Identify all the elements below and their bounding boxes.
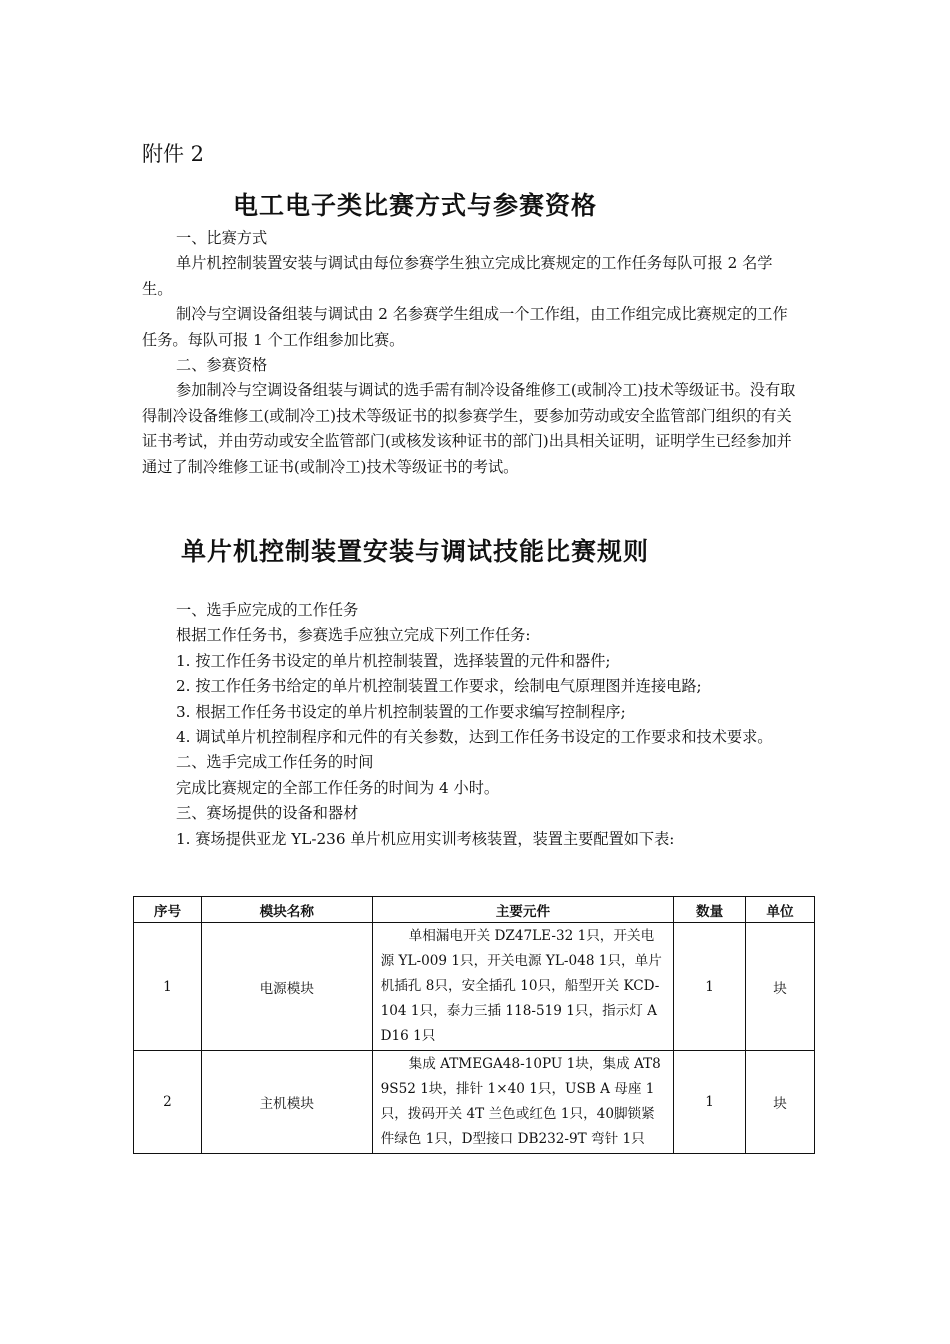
equipment-table <box>133 896 815 1154</box>
cell-no: 2 <box>134 1051 202 1154</box>
table-row <box>134 1051 815 1154</box>
components-text: 集成 ATMEGA48-10PU 1块，集成 AT89S52 1块，排针 1×40 1只，USB A 母座 1只，拨码开关 4T 兰色或红色 1只，40脚锁紧件绿色 1只，D型接口 DB232-9T 弯针 1只 <box>380 1056 661 1147</box>
title-competition-format: 电工电子类比赛方式与参赛资格 <box>232 191 597 220</box>
paragraph-eligibility: 参加制冷与空调设备组装与调试的选手需有制冷设备维修工(或制冷工)技术等级证书。没有取得制冷设备维修工(或制冷工)技术等级证书的拟参赛学生，要参加劳动或安全监管部门组织的有关证书考试，并由劳动或安全监管部门(或核发该种证书的部门)出具相关证明，证明学生已经参加并通过了制冷维修工证书(或制冷工)技术等级证书的考试。 <box>142 381 796 476</box>
cell-components <box>372 923 674 1051</box>
heading-equipment: 三、赛场提供的设备和器材 <box>176 804 359 823</box>
header-components: 主要元件 <box>372 897 674 923</box>
header-no: 序号 <box>134 897 202 923</box>
task-item-4: 4. 调试单片机控制程序和元件的有关参数，达到工作任务书设定的工作要求和技术要求。 <box>176 728 773 747</box>
heading-eligibility: 二、参赛资格 <box>176 356 268 375</box>
paragraph-refrigeration-entry: 制冷与空调设备组装与调试由 2 名参赛学生组成一个工作组，由工作组完成比赛规定的工作任务。每队可报 1 个工作组参加比赛。 <box>142 305 788 349</box>
title-mcu-rules: 单片机控制装置安装与调试技能比赛规则 <box>180 537 649 566</box>
cell-module-name: 主机模块 <box>201 1051 372 1154</box>
cell-no: 1 <box>134 923 202 1051</box>
components-text: 单相漏电开关 DZ47LE-32 1只，开关电源 YL-009 1只，开关电源 YL-048 1只，单片机插孔 8只，安全插孔 10只，船型开关 KCD-104 1只，泰力三插 118-519 1只，指示灯 AD16 1只 <box>380 928 662 1044</box>
header-unit: 单位 <box>746 897 815 923</box>
heading-tasks: 一、选手应完成的工作任务 <box>176 601 359 619</box>
paragraph-tasks-intro: 根据工作任务书，参赛选手应独立完成下列工作任务: <box>176 626 531 645</box>
table-row <box>134 923 815 1051</box>
attachment-label: 附件 2 <box>142 142 205 166</box>
cell-quantity: 1 <box>674 923 746 1051</box>
paragraph-mcu-entry: 单片机控制装置安装与调试由每位参赛学生独立完成比赛规定的工作任务每队可报 2 名学生。 <box>142 254 773 298</box>
cell-unit: 块 <box>746 923 815 1051</box>
cell-module-name: 电源模块 <box>201 923 372 1051</box>
task-item-1: 1. 按工作任务书设定的单片机控制装置，选择装置的元件和器件; <box>176 651 611 670</box>
paragraph-equipment: 1. 赛场提供亚龙 YL-236 单片机应用实训考核装置，装置主要配置如下表: <box>176 829 675 848</box>
paragraph-time: 完成比赛规定的全部工作任务的时间为 4 小时。 <box>176 778 500 797</box>
heading-competition-method: 一、比赛方式 <box>176 229 268 247</box>
cell-quantity: 1 <box>674 1051 746 1154</box>
cell-components <box>372 1051 674 1154</box>
header-module-name: 模块名称 <box>201 897 372 923</box>
task-item-2: 2. 按工作任务书给定的单片机控制装置工作要求，绘制电气原理图并连接电路; <box>176 677 702 696</box>
task-item-3: 3. 根据工作任务书设定的单片机控制装置的工作要求编写控制程序; <box>176 702 626 721</box>
cell-unit: 块 <box>746 1051 815 1154</box>
table-header-row <box>134 897 815 923</box>
section-mcu-rules <box>142 598 802 852</box>
heading-time: 二、选手完成工作任务的时间 <box>176 753 374 772</box>
header-quantity: 数量 <box>674 897 746 923</box>
section-format-and-eligibility <box>142 226 802 480</box>
